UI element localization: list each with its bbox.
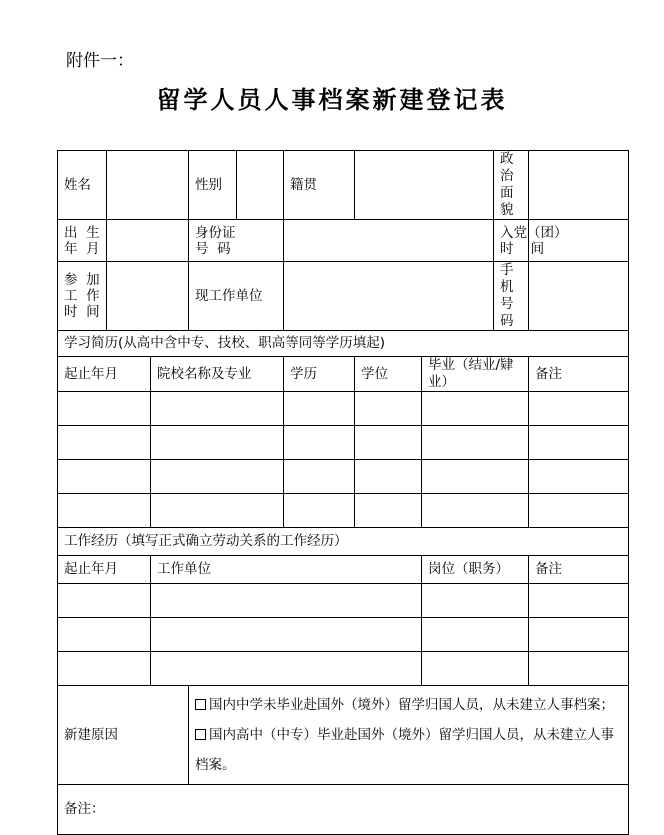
work-row-3-position[interactable]: [422, 652, 529, 686]
work-start-time-input[interactable]: [107, 262, 189, 331]
work-start-time-label-line1: 参 加: [64, 272, 100, 288]
reason-options: [189, 686, 629, 785]
edu-row-1-graduation[interactable]: [422, 392, 529, 426]
edu-row-2-period[interactable]: [58, 426, 151, 460]
current-employer-label: 现工作单位: [189, 262, 284, 331]
id-number-label-line1: 身份证: [195, 224, 236, 241]
registration-form-table: [57, 150, 629, 835]
remarks-label: 备注：: [64, 801, 105, 817]
name-label: 姓名: [58, 151, 107, 220]
edu-row-1-degree[interactable]: [355, 392, 422, 426]
current-employer-input[interactable]: [284, 262, 494, 331]
edu-row-4-remarks[interactable]: [529, 494, 629, 528]
edu-row-3-degree[interactable]: [355, 460, 422, 494]
edu-header-graduation: 毕业（结业/肄业）: [422, 357, 529, 392]
edu-row-4-graduation[interactable]: [422, 494, 529, 528]
edu-row-1-level[interactable]: [284, 392, 355, 426]
edu-row-3-school[interactable]: [151, 460, 284, 494]
id-number-input[interactable]: [284, 220, 494, 262]
work-header-position: 岗位（职务）: [422, 556, 529, 584]
birth-date-label-line1: 出 生: [64, 224, 100, 241]
edu-row-4-degree[interactable]: [355, 494, 422, 528]
mobile-input[interactable]: [529, 262, 629, 331]
birth-date-label: [58, 220, 107, 262]
political-status-label: 政治面貌: [494, 151, 529, 220]
birth-date-label-line2: 年 月: [64, 240, 100, 257]
edu-header-period: 起止年月: [58, 357, 151, 392]
work-row-1-period[interactable]: [58, 584, 151, 618]
work-row-2-remarks[interactable]: [529, 618, 629, 652]
name-input[interactable]: [107, 151, 189, 220]
edu-row-4-level[interactable]: [284, 494, 355, 528]
work-start-time-label-line2: 工 作: [64, 288, 100, 304]
edu-row-1-period[interactable]: [58, 392, 151, 426]
work-row-3-remarks[interactable]: [529, 652, 629, 686]
reason-label: 新建原因: [58, 686, 189, 785]
work-row-1-position[interactable]: [422, 584, 529, 618]
party-join-time-label-line2: 时 间: [500, 240, 545, 257]
work-row-2-employer[interactable]: [151, 618, 422, 652]
edu-row-2-remarks[interactable]: [529, 426, 629, 460]
work-header-employer: 工作单位: [151, 556, 422, 584]
work-row-1-remarks[interactable]: [529, 584, 629, 618]
remarks-field[interactable]: [58, 785, 629, 835]
work-row-1-employer[interactable]: [151, 584, 422, 618]
work-start-time-label-line3: 时 间: [64, 304, 100, 320]
edu-row-3-graduation[interactable]: [422, 460, 529, 494]
checkbox-icon[interactable]: [195, 729, 206, 740]
id-number-label: [189, 220, 284, 262]
gender-input[interactable]: [237, 151, 284, 220]
reason-option-1-text: 国内中学未毕业赴国外（境外）留学归国人员，从未建立人事档案；: [209, 697, 614, 713]
edu-row-4-school[interactable]: [151, 494, 284, 528]
edu-header-degree: 学位: [355, 357, 422, 392]
id-number-label-line2: 号 码: [195, 240, 231, 257]
work-section-title: 工作经历（填写正式确立劳动关系的工作经历）: [58, 528, 629, 556]
edu-row-2-graduation[interactable]: [422, 426, 529, 460]
party-join-time-label: [494, 220, 568, 262]
education-section-title: 学习简历(从高中含中专、技校、职高等同等学历填起): [58, 331, 629, 357]
work-header-period: 起止年月: [58, 556, 151, 584]
gender-label: 性别: [189, 151, 237, 220]
edu-row-1-school[interactable]: [151, 392, 284, 426]
edu-row-3-remarks[interactable]: [529, 460, 629, 494]
edu-row-2-level[interactable]: [284, 426, 355, 460]
mobile-label: 手机号码: [494, 262, 529, 331]
birth-date-input[interactable]: [107, 220, 189, 262]
attachment-label: 附件一：: [66, 51, 134, 71]
reason-option-1[interactable]: [195, 690, 622, 720]
edu-header-school-major: 院校名称及专业: [151, 357, 284, 392]
checkbox-icon[interactable]: [195, 699, 206, 710]
work-row-2-position[interactable]: [422, 618, 529, 652]
edu-row-3-period[interactable]: [58, 460, 151, 494]
work-start-time-label: [58, 262, 107, 331]
work-header-remarks: 备注: [529, 556, 629, 584]
edu-header-remarks: 备注: [529, 357, 629, 392]
edu-row-2-school[interactable]: [151, 426, 284, 460]
reason-option-2[interactable]: [195, 720, 622, 780]
edu-row-1-remarks[interactable]: [529, 392, 629, 426]
native-place-input[interactable]: [355, 151, 494, 220]
edu-header-degree-level: 学历: [284, 357, 355, 392]
edu-row-2-degree[interactable]: [355, 426, 422, 460]
edu-row-4-period[interactable]: [58, 494, 151, 528]
work-row-3-employer[interactable]: [151, 652, 422, 686]
work-row-2-period[interactable]: [58, 618, 151, 652]
political-status-input[interactable]: [529, 151, 629, 220]
native-place-label: 籍贯: [284, 151, 355, 220]
work-row-3-period[interactable]: [58, 652, 151, 686]
reason-option-2-text: 国内高中（中专）毕业赴国外（境外）留学归国人员，从未建立人事档案。: [195, 727, 614, 773]
edu-row-3-level[interactable]: [284, 460, 355, 494]
party-join-time-label-line1: 入党（团）: [500, 224, 568, 241]
form-title: 留学人员人事档案新建登记表: [156, 85, 508, 114]
